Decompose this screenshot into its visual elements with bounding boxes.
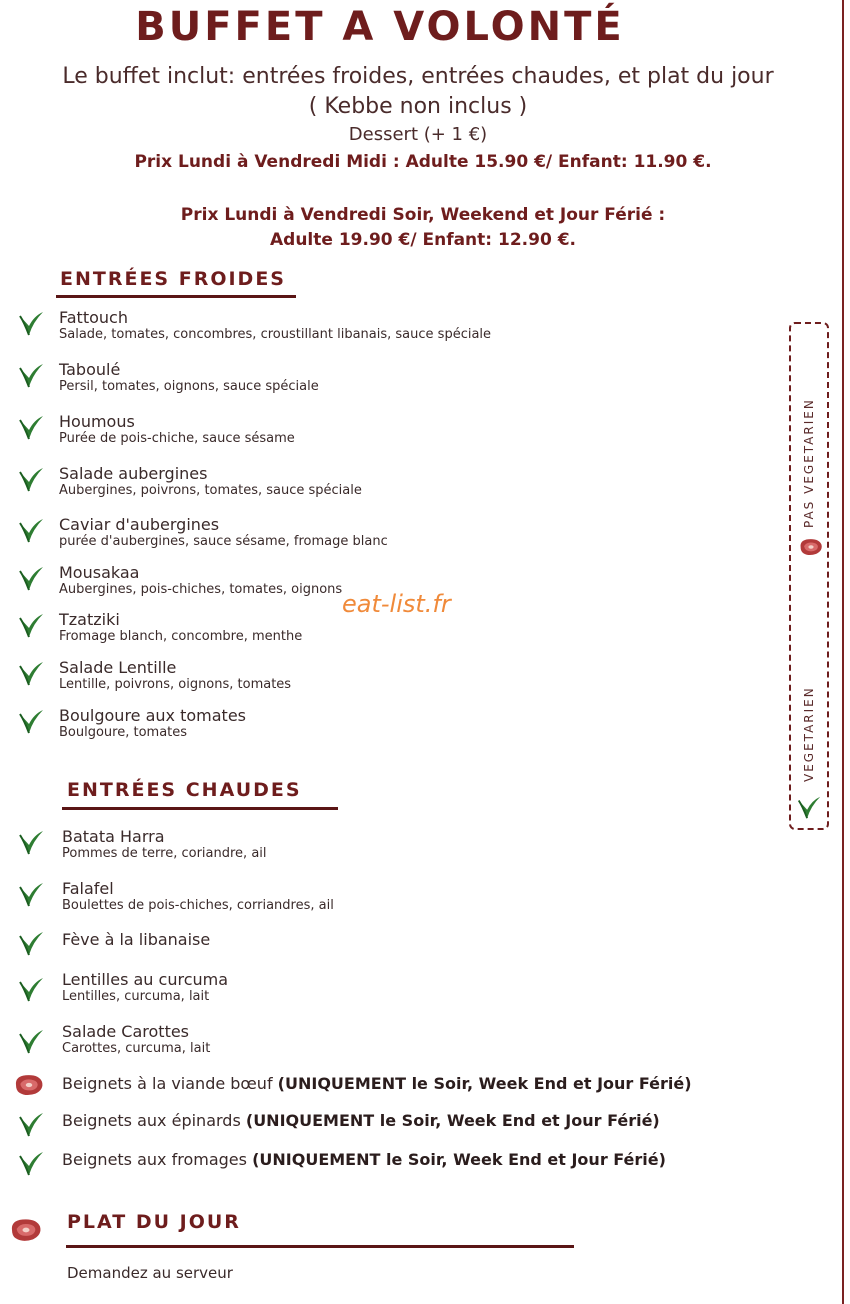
meat-steak-icon [8, 1216, 44, 1244]
dish-name: Boulgoure aux tomates [59, 706, 246, 725]
dish-name: Batata Harra [62, 827, 165, 846]
section-title-plat-du-jour: PLAT DU JOUR [67, 1211, 241, 1233]
dish-description: Pommes de terre, coriandre, ail [62, 846, 267, 861]
dish-name: Caviar d'aubergines [59, 515, 220, 534]
dish-name: Beignets à la viande bœuf (UNIQUEMENT le Soir, Week End et Jour Férié) [62, 1074, 692, 1093]
price-midi: Prix Lundi à Vendredi Midi : Adulte 15.90 €/ Enfant: 11.90 €. [134, 152, 712, 172]
vegetarian-leaf-icon [16, 879, 46, 909]
dish-name: Salade aubergines [59, 464, 208, 483]
section-title-entrees-chaudes: ENTRÉES CHAUDES [67, 779, 302, 801]
meat-steak-icon [12, 1072, 46, 1098]
dish-description: Persil, tomates, oignons, sauce spéciale [59, 379, 319, 394]
vegetarian-leaf-icon [16, 1026, 46, 1056]
page-title: BUFFET A VOLONTÉ [135, 4, 625, 50]
vegetarian-leaf-icon [16, 658, 46, 688]
section-rule-entrees-chaudes [62, 807, 338, 810]
dish-description: Aubergines, pois-chiches, tomates, oignons [59, 582, 343, 597]
legend-non-vegetarian-label: PAS VEGETARIEN [802, 398, 816, 528]
availability-note: (UNIQUEMENT le Soir, Week End et Jour Férié) [252, 1150, 666, 1169]
vegetarian-leaf-icon [16, 974, 46, 1004]
section-rule-plat-du-jour [66, 1245, 574, 1248]
page-border-right [842, 0, 844, 1304]
dish-description: Carottes, curcuma, lait [62, 1041, 211, 1056]
dish-description: Purée de pois-chiche, sauce sésame [59, 431, 295, 446]
vegetarian-leaf-icon [795, 792, 823, 822]
vegetarian-leaf-icon [16, 827, 46, 857]
plat-du-jour-description: Demandez au serveur [67, 1264, 233, 1282]
vegetarian-leaf-icon [16, 706, 46, 736]
dish-name: Salade Lentille [59, 658, 177, 677]
vegetarian-leaf-icon [16, 464, 46, 494]
dish-description: Boulettes de pois-chiches, corriandres, ail [62, 898, 334, 913]
dish-description: Aubergines, poivrons, tomates, sauce spéciale [59, 483, 362, 498]
dish-name: Tzatziki [59, 610, 120, 629]
meat-steak-icon [798, 536, 824, 558]
dish-name: Falafel [62, 879, 114, 898]
availability-note: (UNIQUEMENT le Soir, Week End et Jour Férié) [245, 1111, 660, 1130]
dish-name: Beignets aux épinards (UNIQUEMENT le Soir, Week End et Jour Férié) [62, 1111, 660, 1130]
dish-name: Mousakaa [59, 563, 140, 582]
vegetarian-leaf-icon [16, 563, 46, 593]
dish-description: Boulgoure, tomates [59, 725, 188, 740]
vegetarian-leaf-icon [16, 308, 46, 338]
vegetarian-leaf-icon [16, 515, 46, 545]
legend-vegetarian-label: VEGETARIEN [802, 686, 816, 782]
intro-included: Le buffet inclut: entrées froides, entrées chaudes, et plat du jour [62, 64, 774, 89]
dish-name: Beignets aux fromages (UNIQUEMENT le Soir, Week End et Jour Férié) [62, 1150, 666, 1169]
vegetarian-leaf-icon [16, 412, 46, 442]
availability-note: (UNIQUEMENT le Soir, Week End et Jour Férié) [277, 1074, 692, 1093]
price-soir-values: Adulte 19.90 €/ Enfant: 12.90 €. [270, 230, 576, 250]
vegetarian-leaf-icon [16, 1109, 46, 1139]
vegetarian-leaf-icon [16, 928, 46, 958]
dish-description: Salade, tomates, concombres, croustillant libanais, sauce spéciale [59, 327, 492, 342]
vegetarian-leaf-icon [16, 1148, 46, 1178]
dish-name: Houmous [59, 412, 135, 431]
vegetarian-leaf-icon [16, 610, 46, 640]
dish-name: Lentilles au curcuma [62, 970, 229, 989]
dish-name: Taboulé [59, 360, 121, 379]
vegetarian-leaf-icon [16, 360, 46, 390]
price-soir-label: Prix Lundi à Vendredi Soir, Weekend et Jour Férié : [180, 205, 666, 225]
dish-description: Fromage blanch, concombre, menthe [59, 629, 303, 644]
dish-description: Lentille, poivrons, oignons, tomates [59, 677, 292, 692]
section-rule-entrees-froides [56, 295, 296, 298]
dish-name: Fève à la libanaise [62, 930, 211, 949]
watermark: eat-list.fr [342, 590, 451, 618]
intro-dessert: Dessert (+ 1 €) [348, 124, 488, 145]
dish-name: Salade Carottes [62, 1022, 190, 1041]
dish-description: purée d'aubergines, sauce sésame, fromage blanc [59, 534, 388, 549]
dish-name: Fattouch [59, 308, 128, 327]
dish-description: Lentilles, curcuma, lait [62, 989, 210, 1004]
intro-kebbe-note: ( Kebbe non inclus ) [308, 94, 528, 119]
section-title-entrees-froides: ENTRÉES FROIDES [60, 268, 286, 290]
